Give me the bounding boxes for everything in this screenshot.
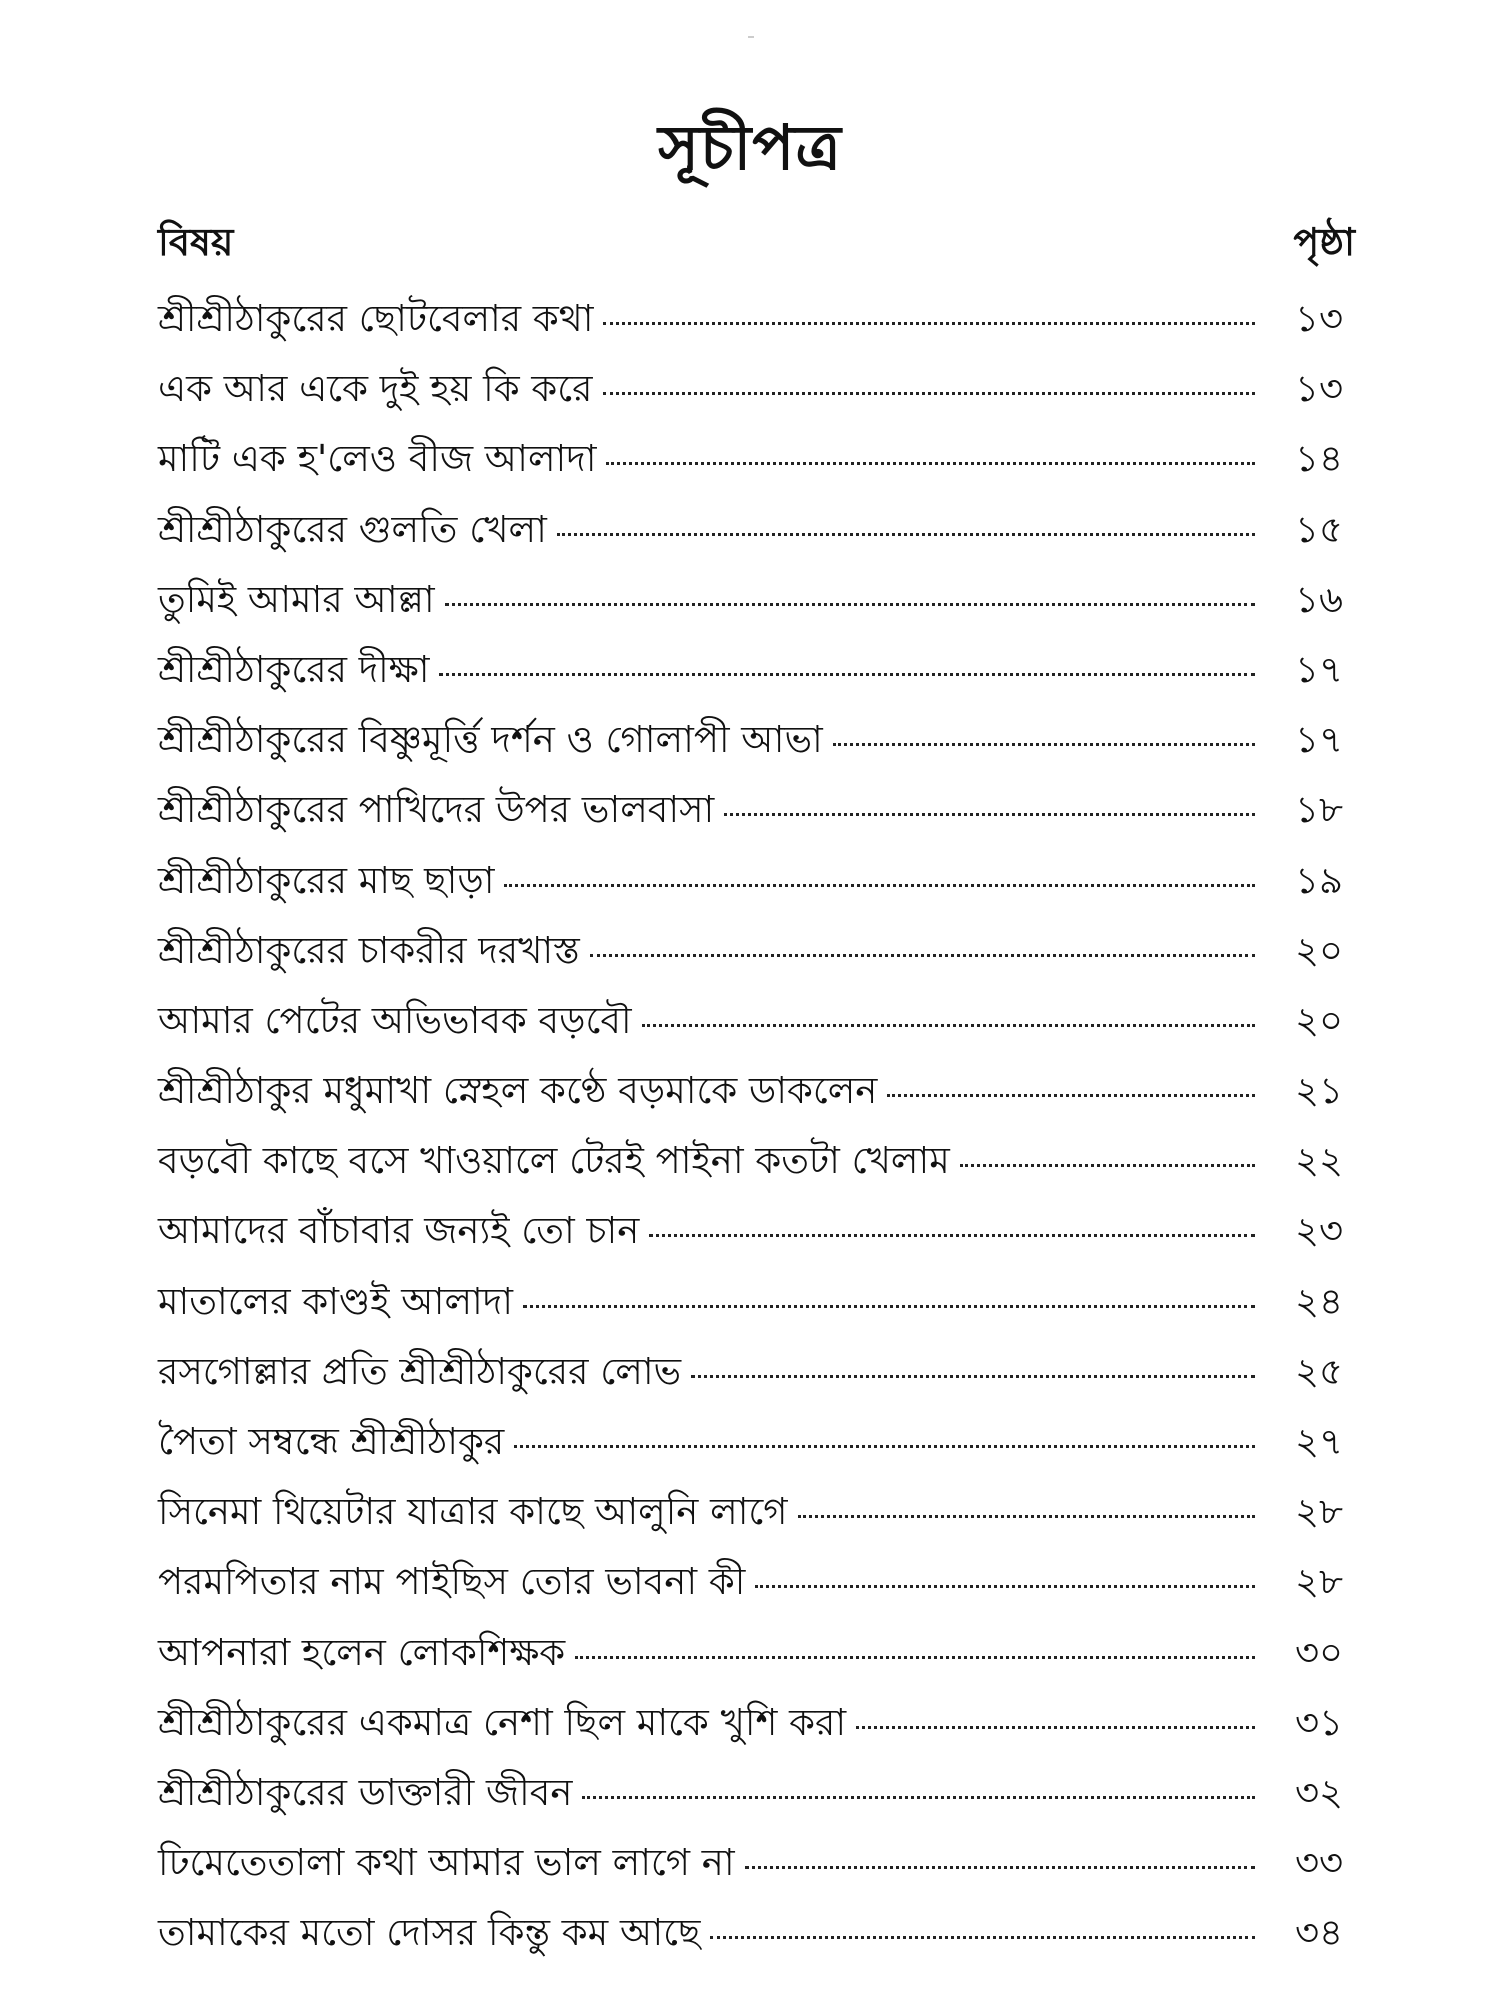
column-header-subject: বিষয় [158, 220, 234, 264]
toc-entry-page-number: ৩২ [1294, 1770, 1344, 1814]
toc-entry-page-number: ১৪ [1294, 437, 1344, 481]
column-header-page: পৃষ্ঠা [1293, 220, 1355, 264]
dot-leader [590, 954, 1255, 957]
toc-entry-page-number: ২৮ [1294, 1560, 1344, 1604]
toc-entry-title: শ্রীশ্রীঠাকুরের দীক্ষা [158, 647, 430, 691]
dot-leader [603, 322, 1255, 325]
dot-leader [514, 1445, 1255, 1448]
toc-entry-title: বড়বৌ কাছে বসে খাওয়ালে টেরই পাইনা কতটা খেলাম [158, 1139, 950, 1183]
dot-leader [642, 1024, 1255, 1027]
toc-entry-title: শ্রীশ্রীঠাকুরের মাছ ছাড়া [158, 858, 495, 902]
toc-entry [158, 1407, 1355, 1477]
toc-entry [158, 635, 1355, 705]
toc-entry-page-number: ২৪ [1294, 1279, 1344, 1323]
toc-entry-title: শ্রীশ্রীঠাকুর মধুমাখা স্নেহল কণ্ঠে বড়মাকে ডাকলেন [158, 1069, 878, 1113]
toc-entry-title: সিনেমা থিয়েটার যাত্রার কাছে আলুনি লাগে [158, 1490, 788, 1534]
dot-leader [557, 533, 1255, 536]
dot-leader [798, 1515, 1255, 1518]
dot-leader [856, 1726, 1255, 1729]
toc-entry-title: পরমপিতার নাম পাইছিস তোর ভাবনা কী [158, 1560, 746, 1604]
dot-leader [960, 1164, 1255, 1167]
dot-leader [445, 603, 1255, 606]
toc-entry [158, 1828, 1355, 1898]
dot-leader [606, 462, 1255, 465]
dot-leader [649, 1234, 1255, 1237]
toc-entry-title: শ্রীশ্রীঠাকুরের একমাত্র নেশা ছিল মাকে খুশি করা [158, 1700, 847, 1744]
toc-entry-page-number: ১৯ [1294, 858, 1344, 902]
toc-entry [158, 986, 1355, 1056]
toc-entry-title: ঢিমেতেতালা কথা আমার ভাল লাগে না [158, 1841, 735, 1885]
toc-entry [158, 1898, 1355, 1968]
toc-entry-page-number: ২৮ [1294, 1490, 1344, 1534]
toc-entry-page-number: ২৩ [1294, 1209, 1344, 1253]
toc-entry [158, 1477, 1355, 1547]
dot-leader [504, 884, 1255, 887]
toc-entry [158, 1758, 1355, 1828]
toc-entry-page-number: ১৭ [1294, 718, 1344, 762]
toc-entry-title: শ্রীশ্রীঠাকুরের বিষ্ণুমূর্ত্তি দর্শন ও গোলাপী আভা [158, 718, 823, 762]
dot-leader [710, 1936, 1255, 1939]
page-title: সূচীপত্র [658, 111, 842, 184]
toc-entry-page-number: ৩০ [1294, 1630, 1344, 1674]
toc-entry-page-number: ৩৩ [1294, 1841, 1344, 1885]
dot-leader [887, 1094, 1255, 1097]
dot-leader [582, 1796, 1255, 1799]
toc-entry [158, 1618, 1355, 1688]
toc-entry [158, 1337, 1355, 1407]
toc-entry-page-number: ১৩ [1294, 367, 1344, 411]
toc-entry-page-number: ২৭ [1294, 1420, 1344, 1463]
toc-entry-page-number: ১৭ [1294, 647, 1344, 691]
dot-leader [575, 1656, 1255, 1659]
toc-entry-page-number: ৩৪ [1294, 1911, 1344, 1955]
dot-leader [745, 1866, 1255, 1869]
toc-entry-title: শ্রীশ্রীঠাকুরের ছোটবেলার কথা [158, 297, 594, 340]
dot-leader [691, 1375, 1255, 1378]
dot-leader [833, 743, 1255, 746]
toc-entry [158, 284, 1355, 354]
toc-entry-page-number: ১৫ [1294, 507, 1344, 551]
table-of-contents [158, 284, 1355, 1969]
toc-entry-title: শ্রীশ্রীঠাকুরের ডাক্তারী জীবন [158, 1770, 573, 1814]
toc-entry-title: শ্রীশ্রীঠাকুরের পাখিদের উপর ভালবাসা [158, 788, 715, 832]
dot-leader [439, 673, 1255, 676]
toc-entry [158, 1547, 1355, 1617]
toc-entry-page-number: ২০ [1294, 998, 1344, 1042]
toc-entry-page-number: ২১ [1294, 1069, 1344, 1113]
toc-entry [158, 424, 1355, 494]
toc-entry [158, 1196, 1355, 1266]
toc-entry [158, 495, 1355, 565]
toc-entry-page-number: ১৮ [1294, 788, 1344, 832]
toc-entry-title: তুমিই আমার আল্লা [158, 577, 435, 621]
toc-entry-title: পৈতা সম্বন্ধে শ্রীশ্রীঠাকুর [158, 1420, 505, 1463]
print-speck [748, 36, 754, 38]
toc-entry [158, 354, 1355, 424]
toc-entry [158, 775, 1355, 845]
toc-entry-title: এক আর একে দুই হয় কি করে [158, 367, 593, 411]
dot-leader [523, 1305, 1255, 1308]
toc-entry-page-number: ৩১ [1294, 1700, 1344, 1744]
toc-entry-page-number: ১৩ [1294, 297, 1344, 340]
toc-entry-page-number: ২০ [1294, 928, 1344, 972]
toc-entry-page-number: ২২ [1294, 1139, 1344, 1183]
toc-entry-title: মাটি এক হ'লেও বীজ আলাদা [158, 437, 597, 481]
toc-entry-title: মাতালের কাণ্ডই আলাদা [158, 1279, 513, 1323]
dot-leader [603, 392, 1255, 395]
toc-entry [158, 565, 1355, 635]
toc-entry [158, 846, 1355, 916]
dot-leader [755, 1585, 1255, 1588]
toc-entry-title: রসগোল্লার প্রতি শ্রীশ্রীঠাকুরের লোভ [158, 1349, 682, 1393]
toc-entry-title: আপনারা হলেন লোকশিক্ষক [158, 1630, 566, 1674]
toc-entry-title: আমার পেটের অভিভাবক বড়বৌ [158, 998, 632, 1042]
toc-entry-title: তামাকের মতো দোসর কিন্তু কম আছে [158, 1911, 701, 1955]
toc-entry [158, 1688, 1355, 1758]
toc-entry [158, 1056, 1355, 1126]
toc-entry [158, 916, 1355, 986]
toc-entry-title: আমাদের বাঁচাবার জন্যই তো চান [158, 1209, 640, 1253]
toc-entry-title: শ্রীশ্রীঠাকুরের গুলতি খেলা [158, 507, 547, 551]
toc-entry-page-number: ২৫ [1294, 1349, 1344, 1393]
toc-entry [158, 1126, 1355, 1196]
toc-entry [158, 705, 1355, 775]
dot-leader [724, 813, 1255, 816]
toc-entry-title: শ্রীশ্রীঠাকুরের চাকরীর দরখাস্ত [158, 928, 580, 972]
toc-entry [158, 1267, 1355, 1337]
toc-entry-page-number: ১৬ [1294, 577, 1344, 621]
